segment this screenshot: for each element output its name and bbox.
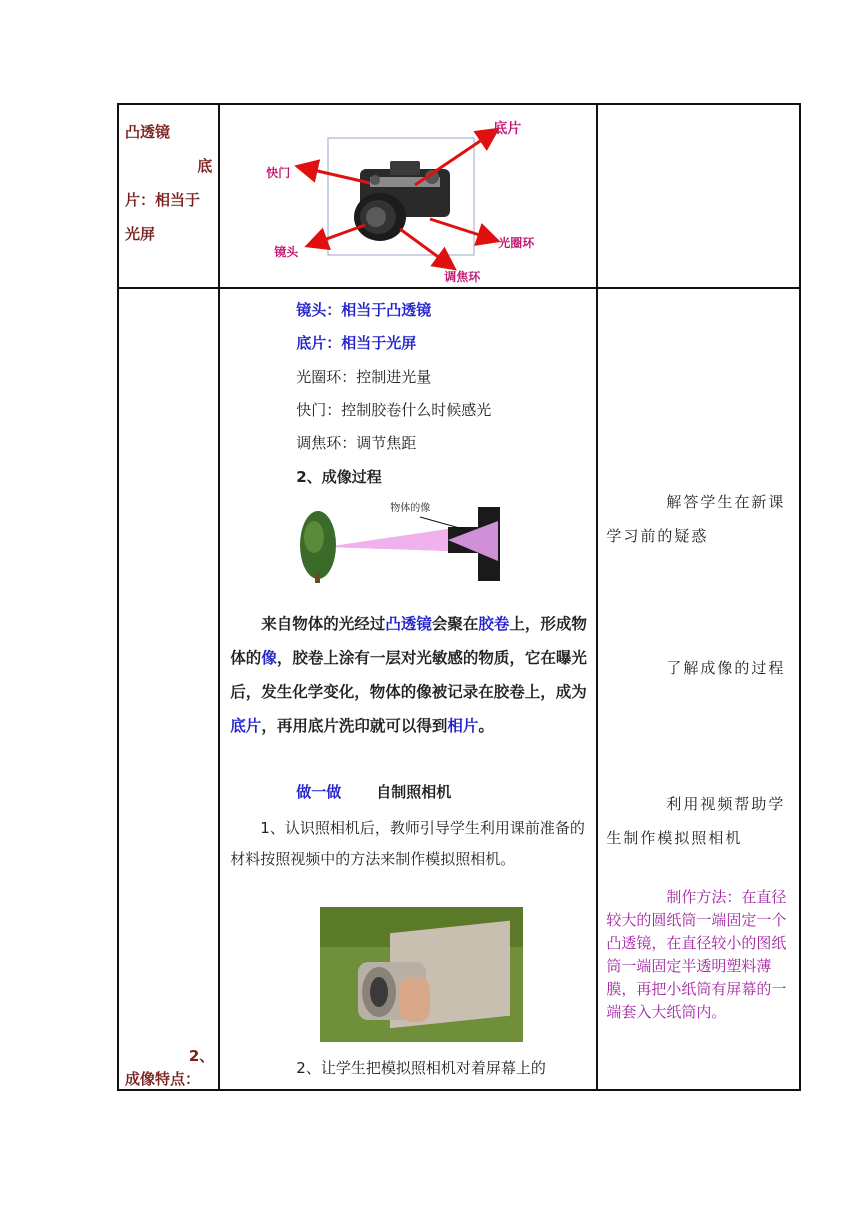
imaging-heading: 2、成像过程: [296, 468, 382, 486]
image-label: 物体的像: [390, 503, 431, 514]
shutter-label: 快门: [266, 166, 291, 180]
section-number: 2、: [188, 1047, 215, 1065]
paragraph-text: ，再用底片洗印就可以得到: [261, 717, 448, 735]
focus-definition: 调焦环：调节焦距: [296, 434, 417, 452]
note-video: 利用视频帮助学生制作模拟照相机: [606, 795, 786, 847]
camera-diagram-cell: [219, 104, 597, 288]
imaging-features-label: [119, 289, 218, 1089]
note-imaging: 了解成像的过程: [666, 659, 786, 677]
camera-diagram: [220, 105, 597, 287]
lens-label: 镜头: [274, 245, 299, 259]
table-row: [118, 104, 800, 288]
film-definition: 底片：相当于光屏: [296, 334, 417, 352]
keyword-image: 像: [261, 649, 277, 667]
lesson-content: [220, 289, 596, 1089]
note-line: 凸透镜: [125, 123, 171, 141]
teacher-notes: [598, 289, 799, 1089]
row2-left-cell: [118, 288, 219, 1090]
film-label: 底片: [493, 121, 522, 137]
keyword-convex-lens: 凸透镜: [385, 615, 432, 633]
keyword-photo: 相片: [447, 717, 479, 735]
activity-subtitle: 自制照相机: [376, 783, 452, 801]
note-questions: 解答学生在新课学习前的疑惑: [606, 493, 786, 545]
paragraph-text: 上，形成物体的: [230, 615, 587, 667]
note-method: 制作方法：在直径较大的圆纸筒一端固定一个凸透镜，在直径较小的图纸筒一端固定半透明塑料薄膜，再把小纸筒有屏幕的一端套入大纸筒内。: [606, 888, 787, 1021]
aperture-definition: 光圈环：控制进光量: [296, 368, 432, 386]
row2-middle-cell: [219, 288, 597, 1090]
step-two: 2、让学生把模拟照相机对着屏幕上的: [296, 1059, 546, 1077]
focus-ring-label: 调焦环: [444, 270, 481, 284]
imaging-paragraph: [230, 607, 590, 743]
shutter-definition: 快门：控制胶卷什么时候感光: [296, 401, 492, 419]
paragraph-text: 会聚在: [431, 615, 479, 633]
lesson-table: [117, 103, 801, 1091]
paragraph-text: ，胶卷上涂有一层对光敏感的物质，它在曝光后，发生化学变化，物体的像被记录在胶卷上，成为: [230, 649, 587, 701]
row2-right-cell: [597, 288, 800, 1090]
homemade-camera-photo: [320, 907, 523, 1042]
lens-definition: 镜头：相当于凸透镜: [296, 301, 432, 319]
row1-left-cell: [118, 104, 219, 288]
keyword-negative: 底片: [230, 717, 262, 735]
row1-right-cell: [597, 104, 800, 288]
keyword-film-roll: 胶卷: [478, 615, 510, 633]
camera-note: [119, 105, 218, 251]
step-one: 1、认识照相机后，教师引导学生利用课前准备的材料按照视频中的方法来制作模拟照相机。: [230, 819, 585, 868]
imaging-figure: [298, 499, 508, 591]
paragraph-text: 来自物体的光经过: [261, 615, 386, 633]
section-title: 成像特点：: [125, 1070, 201, 1088]
note-line: 底: [197, 157, 213, 175]
note-line: 光屏: [125, 225, 156, 243]
aperture-ring-label: 光圈环: [498, 236, 535, 250]
paragraph-text: 。: [478, 717, 494, 735]
activity-title: 做一做: [296, 783, 342, 801]
note-line: 片：相当于: [125, 191, 201, 209]
table-row: [118, 288, 800, 1090]
